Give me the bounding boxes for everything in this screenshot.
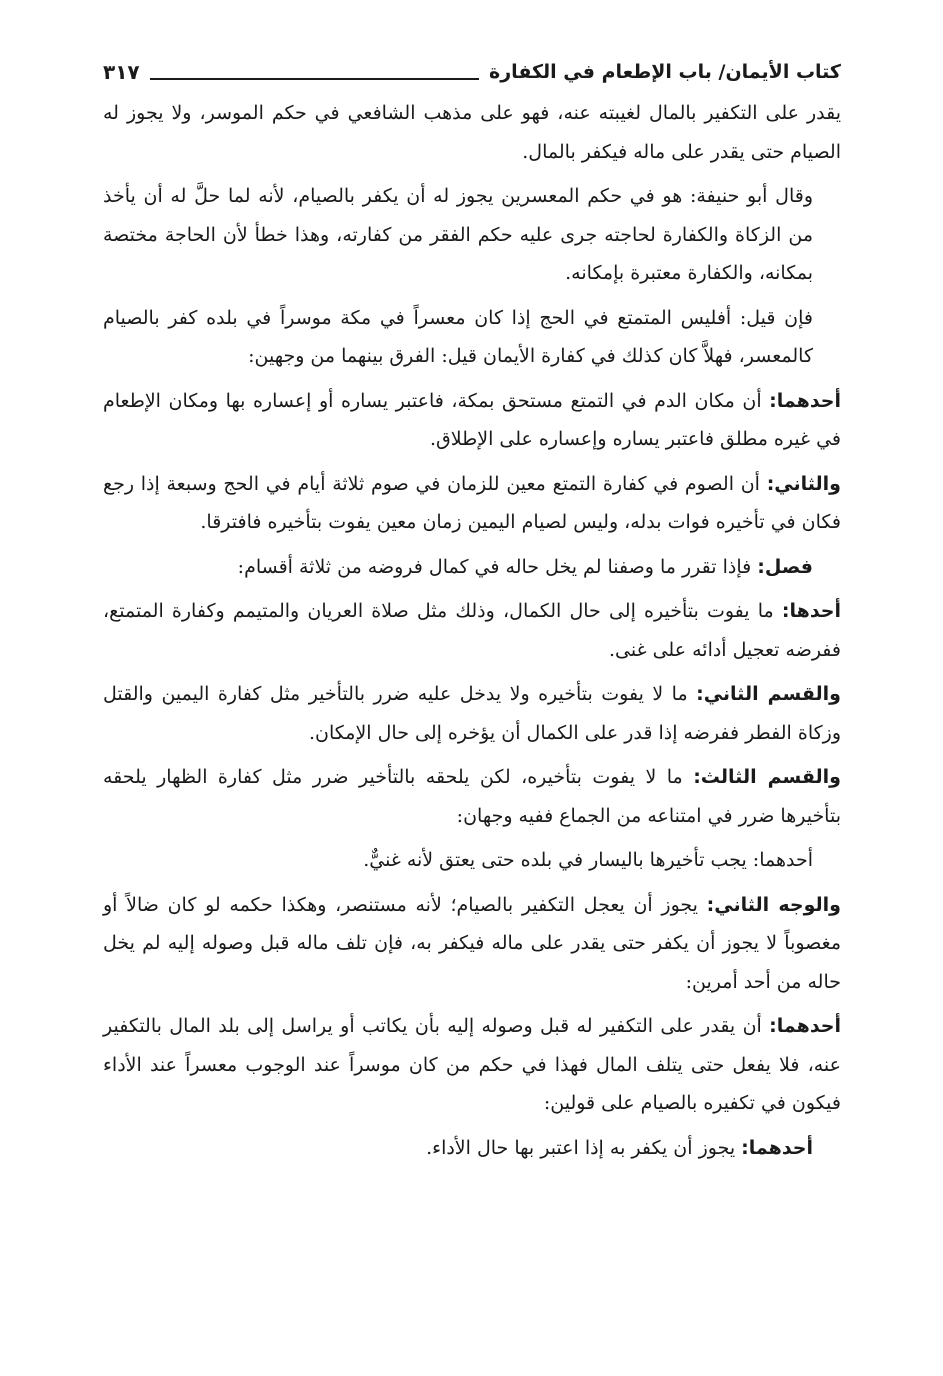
paragraph-text: فإن قيل: أفليس المتمتع في الحج إذا كان معسراً في مكة موسراً في بلده كفر بالصيام كالمعسر، فهلاَّ كان كذلك في كفارة الأيمان قيل: الفرق بينهما من وجهين: [103, 306, 813, 367]
paragraph-lead: والقسم الثاني: [696, 683, 841, 705]
paragraph-lead: والقسم الثالث: [693, 766, 841, 788]
paragraph-text: أن يقدر على التكفير له قبل وصوله إليه بأن يكاتب أو يراسل إلى بلد المال بالتكفير عنه، فلا يفعل حتى يتلف المال فهذا في حكم من كان موسراً عند الوجوب معسراً عند الأداء فيكون في تكفيره بالصيام على قولين: [103, 1015, 841, 1114]
paragraph [103, 592, 841, 669]
paragraph [103, 548, 841, 587]
paragraph-lead: أحدهما: [769, 389, 841, 412]
paragraph-text: يجوز أن يكفر به إذا اعتبر بها حال الأداء. [426, 1136, 742, 1159]
paragraph-lead: أحدهما: [769, 1015, 841, 1037]
paragraph-lead: أحدها: [781, 600, 841, 622]
paragraph [103, 382, 841, 459]
page-number: ٣١٧ [103, 60, 140, 84]
paragraph-lead: فصل: [757, 555, 813, 578]
paragraph-text: ما لا يفوت بتأخيره، لكن يلحقه بالتأخير ضرر مثل كفارة الظهار يلحقه بتأخيرها ضرر في امتناعه من الجماع ففيه وجهان: [103, 766, 841, 827]
paragraph-text: وقال أبو حنيفة: هو في حكم المعسرين يجوز له أن يكفر بالصيام، لأنه لما حلَّ له أن يأخذ من الزكاة والكفارة لحاجته جرى عليه حكم الفقر من كفارته، وهذا خطأ لأن الحاجة مختصة بمكانه، والكفارة معتبرة بإمكانه. [103, 185, 813, 284]
paragraph [103, 886, 841, 1002]
page-body [103, 94, 841, 1167]
paragraph-text: يجوز أن يعجل التكفير بالصيام؛ لأنه مستنصر، وهكذا حكمه لو كان ضالاً أو مغصوباً لا يجوز أن يكفر حتى يقدر على ماله فيكفر به، فإن تلف ماله قبل وصوله إليه لم يخل حاله من أحد أمرين: [103, 893, 841, 993]
chapter-title: كتاب الأيمان/ باب الإطعام في الكفارة [489, 61, 841, 83]
paragraph [103, 1007, 841, 1123]
paragraph-lead: والثاني: [766, 472, 841, 495]
paragraph [103, 841, 841, 880]
paragraph [103, 675, 841, 752]
paragraph [103, 1129, 841, 1168]
paragraph [103, 465, 841, 542]
paragraph [103, 177, 841, 293]
paragraph-text: يقدر على التكفير بالمال لغيبته عنه، فهو على مذهب الشافعي في حكم الموسر، ولا يجوز له الصيام حتى يقدر على ماله فيكفر بالمال. [103, 102, 841, 163]
paragraph [103, 94, 841, 171]
paragraph-text: أن مكان الدم في التمتع مستحق بمكة، فاعتبر يساره أو إعساره بها ومكان الإطعام في غيره مطلق فاعتبر يساره وإعساره على الإطلاق. [103, 389, 841, 450]
book-page [103, 52, 841, 1173]
paragraph-text: فإذا تقرر ما وصفنا لم يخل حاله في كمال فروضه من ثلاثة أقسام: [237, 555, 758, 578]
paragraph-text: أن الصوم في كفارة التمتع معين للزمان في صوم ثلاثة أيام في الحج وسبعة إذا رجع فكان في تأخيره فوات بدله، وليس لصيام اليمين زمان معين يفوت بتأخيره فافترقا. [103, 472, 841, 533]
paragraph-lead: والوجه الثاني: [706, 893, 841, 916]
paragraph [103, 299, 841, 376]
paragraph-text: ما لا يفوت بتأخيره ولا يدخل عليه ضرر بالتأخير مثل كفارة اليمين والقتل وزكاة الفطر ففرضه إذا قدر على الكمال أن يؤخره إلى حال الإمكان. [103, 683, 841, 744]
paragraph-text: أحدهما: يجب تأخيرها باليسار في بلده حتى يعتق لأنه غنيٌّ. [363, 849, 813, 871]
paragraph-lead: أحدهما: [741, 1136, 813, 1159]
header-rule [150, 78, 479, 80]
running-header [103, 52, 841, 92]
paragraph-text: ما يفوت بتأخيره إلى حال الكمال، وذلك مثل صلاة العريان والمتيمم وكفارة المتمتع، ففرضه تعجيل أدائه على غنى. [103, 600, 841, 661]
paragraph [103, 758, 841, 835]
